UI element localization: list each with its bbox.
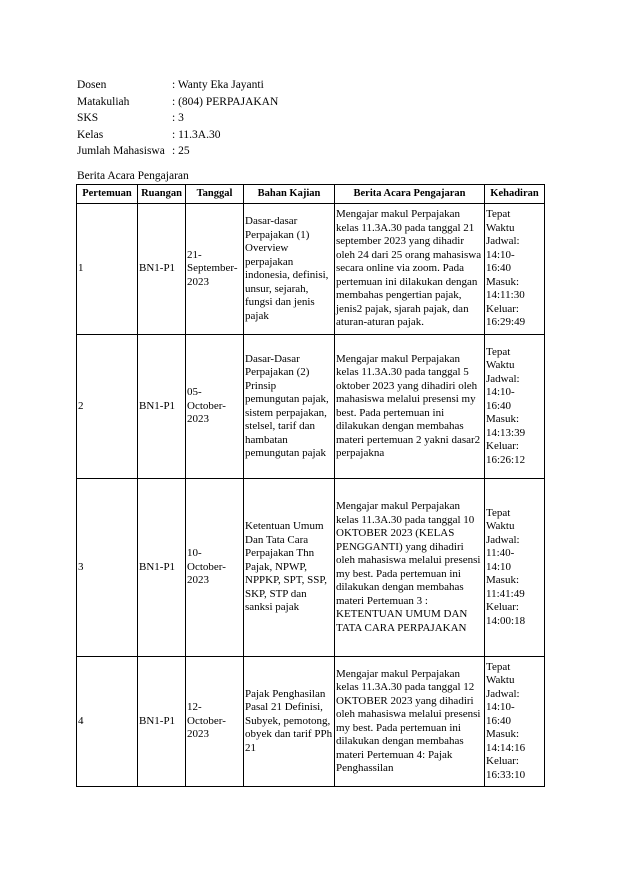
attendance-line: Jadwal: <box>486 235 520 248</box>
attendance-line: 14:14:16 <box>486 741 526 754</box>
attendance-line: Waktu <box>486 359 515 372</box>
info-label: Jumlah Mahasiswa <box>77 145 165 157</box>
cell-pertemuan: 2 <box>77 335 138 479</box>
attendance-line: 16:33:10 <box>486 768 526 781</box>
attendance-line: Keluar: <box>486 601 519 614</box>
attendance-line: 14:00:18 <box>486 614 526 627</box>
info-label: Kelas <box>77 128 104 141</box>
cell-berita-acara: Mengajar makul Perpajakan kelas 11.3A.30 pada tanggal 21 september 2023 yang dihadir oleh 24 dari 25 orang mahasiswa secara online via zoom. Pada pertemuan ini dilakukan dengan membahas pengertian pajak, jenis2 pajak, sjarah pajak, dan aturan-aturan pajak. <box>335 204 485 335</box>
info-value: : (804) PERPAJAKAN <box>172 95 279 108</box>
info-row-matakuliah <box>77 94 278 111</box>
attendance-line: Waktu <box>486 520 515 533</box>
attendance-line: 14:11:30 <box>486 289 525 302</box>
attendance-line: 16:40 <box>486 399 512 412</box>
info-label: SKS <box>77 112 99 124</box>
attendance-line: Keluar: <box>486 302 519 315</box>
table-row <box>77 657 545 787</box>
attendance-line: 11:40- <box>486 547 515 560</box>
info-row-jumlah-mahasiswa <box>77 143 278 160</box>
teaching-report-table <box>76 184 545 787</box>
date-part: 2023 <box>187 728 209 741</box>
cell-kehadiran <box>485 657 545 787</box>
cell-ruangan: BN1-P1 <box>138 335 186 479</box>
cell-pertemuan: 4 <box>77 657 138 787</box>
cell-bahan-kajian: Dasar-Dasar Perpajakan (2) Prinsip pemungutan pajak, sistem perpajakan, stelsel, tarif dan hambatan pemungutan pajak <box>244 335 335 479</box>
info-label: Dosen <box>77 79 107 91</box>
attendance-line: 14:10- <box>486 248 515 261</box>
attendance-line: 16:40 <box>486 714 512 727</box>
table-header-row <box>77 185 545 204</box>
date-part: 12- <box>187 701 202 714</box>
date-part: 2023 <box>187 574 209 587</box>
date-part: 10- <box>187 547 202 560</box>
attendance-line: 16:29:49 <box>486 316 526 329</box>
header-bahan-kajian: Bahan Kajian <box>244 185 335 204</box>
cell-pertemuan: 1 <box>77 204 138 335</box>
attendance-line: 14:10 <box>486 560 512 573</box>
info-value: : 3 <box>172 112 184 124</box>
info-value: : Wanty Eka Jayanti <box>172 79 264 91</box>
cell-bahan-kajian: Dasar-dasar Perpajakan (1) Overview perpajakan indonesia, definisi, unsur, sejarah, fungsi dan jenis pajak <box>244 204 335 335</box>
cell-tanggal <box>186 479 244 657</box>
info-label: Matakuliah <box>77 95 130 108</box>
attendance-line: 14:13:39 <box>486 426 526 439</box>
cell-kehadiran <box>485 479 545 657</box>
info-row-dosen <box>77 77 278 94</box>
attendance-line: Keluar: <box>486 440 519 453</box>
table-row <box>77 335 545 479</box>
cell-berita-acara: Mengajar makul Perpajakan kelas 11.3A.30 pada tanggal 10 OKTOBER 2023 (KELAS PENGGANTI) yang dihadiri oleh mahasiswa melalui presensi my best. Pada pertemuan ini dilakukan dengan membahas materi Pertemuan 3 : KETENTUAN UMUM DAN TATA CARA PERPAJAKAN <box>335 479 485 657</box>
cell-kehadiran <box>485 335 545 479</box>
cell-pertemuan: 3 <box>77 479 138 657</box>
info-value: : 11.3A.30 <box>172 128 221 141</box>
attendance-line: Masuk: <box>486 728 519 741</box>
header-kehadiran: Kehadiran <box>485 185 545 204</box>
attendance-line: Masuk: <box>486 413 519 426</box>
attendance-line: Waktu <box>486 221 515 234</box>
attendance-line: Tepat <box>486 506 511 519</box>
cell-tanggal <box>186 657 244 787</box>
cell-bahan-kajian: Ketentuan Umum Dan Tata Cara Perpajakan Thn Pajak, NPWP, NPPKP, SPT, SSP, SKP, STP dan sanksi pajak <box>244 479 335 657</box>
table-row <box>77 204 545 335</box>
attendance-line: Jadwal: <box>486 687 520 700</box>
attendance-line: Jadwal: <box>486 372 520 385</box>
attendance-line: 14:10- <box>486 386 515 399</box>
cell-ruangan: BN1-P1 <box>138 204 186 335</box>
cell-berita-acara: Mengajar makul Perpajakan kelas 11.3A.30 pada tanggal 5 oktober 2023 yang dihadiri oleh mahasiswa melalui presensi my best. Pada pertemuan ini dilakukan dengan membahas materi pertemuan 2 yakni dasar2 perpajakna <box>335 335 485 479</box>
info-row-sks <box>77 110 278 127</box>
date-part: September- <box>187 262 238 275</box>
attendance-line: 16:26:12 <box>486 453 526 466</box>
date-part: October- <box>187 560 226 573</box>
attendance-line: Masuk: <box>486 574 519 587</box>
attendance-line: 11:41:49 <box>486 587 525 600</box>
cell-tanggal <box>186 335 244 479</box>
cell-bahan-kajian: Pajak Penghasilan Pasal 21 Definisi, Subyek, pemotong, obyek dan tarif PPh 21 <box>244 657 335 787</box>
cell-ruangan: BN1-P1 <box>138 657 186 787</box>
cell-ruangan: BN1-P1 <box>138 479 186 657</box>
section-title: Berita Acara Pengajaran <box>77 170 189 182</box>
cell-berita-acara: Mengajar makul Perpajakan kelas 11.3A.30 pada tanggal 12 OKTOBER 2023 yang dihadiri oleh mahasiswa melalui presensi my best. Pada pertemuan ini dilakukan dengan membahas materi Pertemuan 4: Pajak Penghassilan <box>335 657 485 787</box>
cell-tanggal <box>186 204 244 335</box>
attendance-line: Waktu <box>486 674 515 687</box>
header-pertemuan: Pertemuan <box>77 185 138 204</box>
cell-kehadiran <box>485 204 545 335</box>
attendance-line: Jadwal: <box>486 533 520 546</box>
attendance-line: 16:40 <box>486 262 512 275</box>
course-info <box>77 77 278 160</box>
attendance-line: Masuk: <box>486 275 519 288</box>
date-part: 05- <box>187 386 202 399</box>
date-part: 21- <box>187 248 202 261</box>
header-berita-acara: Berita Acara Pengajaran <box>335 185 485 204</box>
date-part: October- <box>187 714 226 727</box>
date-part: 2023 <box>187 275 209 288</box>
header-ruangan: Ruangan <box>138 185 186 204</box>
attendance-line: Tepat <box>486 660 511 673</box>
date-part: October- <box>187 399 226 412</box>
date-part: 2023 <box>187 413 209 426</box>
attendance-line: Keluar: <box>486 755 519 768</box>
info-row-kelas <box>77 127 278 144</box>
attendance-line: 14:10- <box>486 701 515 714</box>
info-value: : 25 <box>172 145 190 157</box>
table-row <box>77 479 545 657</box>
header-tanggal: Tanggal <box>186 185 244 204</box>
attendance-line: Tepat <box>486 345 511 358</box>
attendance-line: Tepat <box>486 208 511 221</box>
